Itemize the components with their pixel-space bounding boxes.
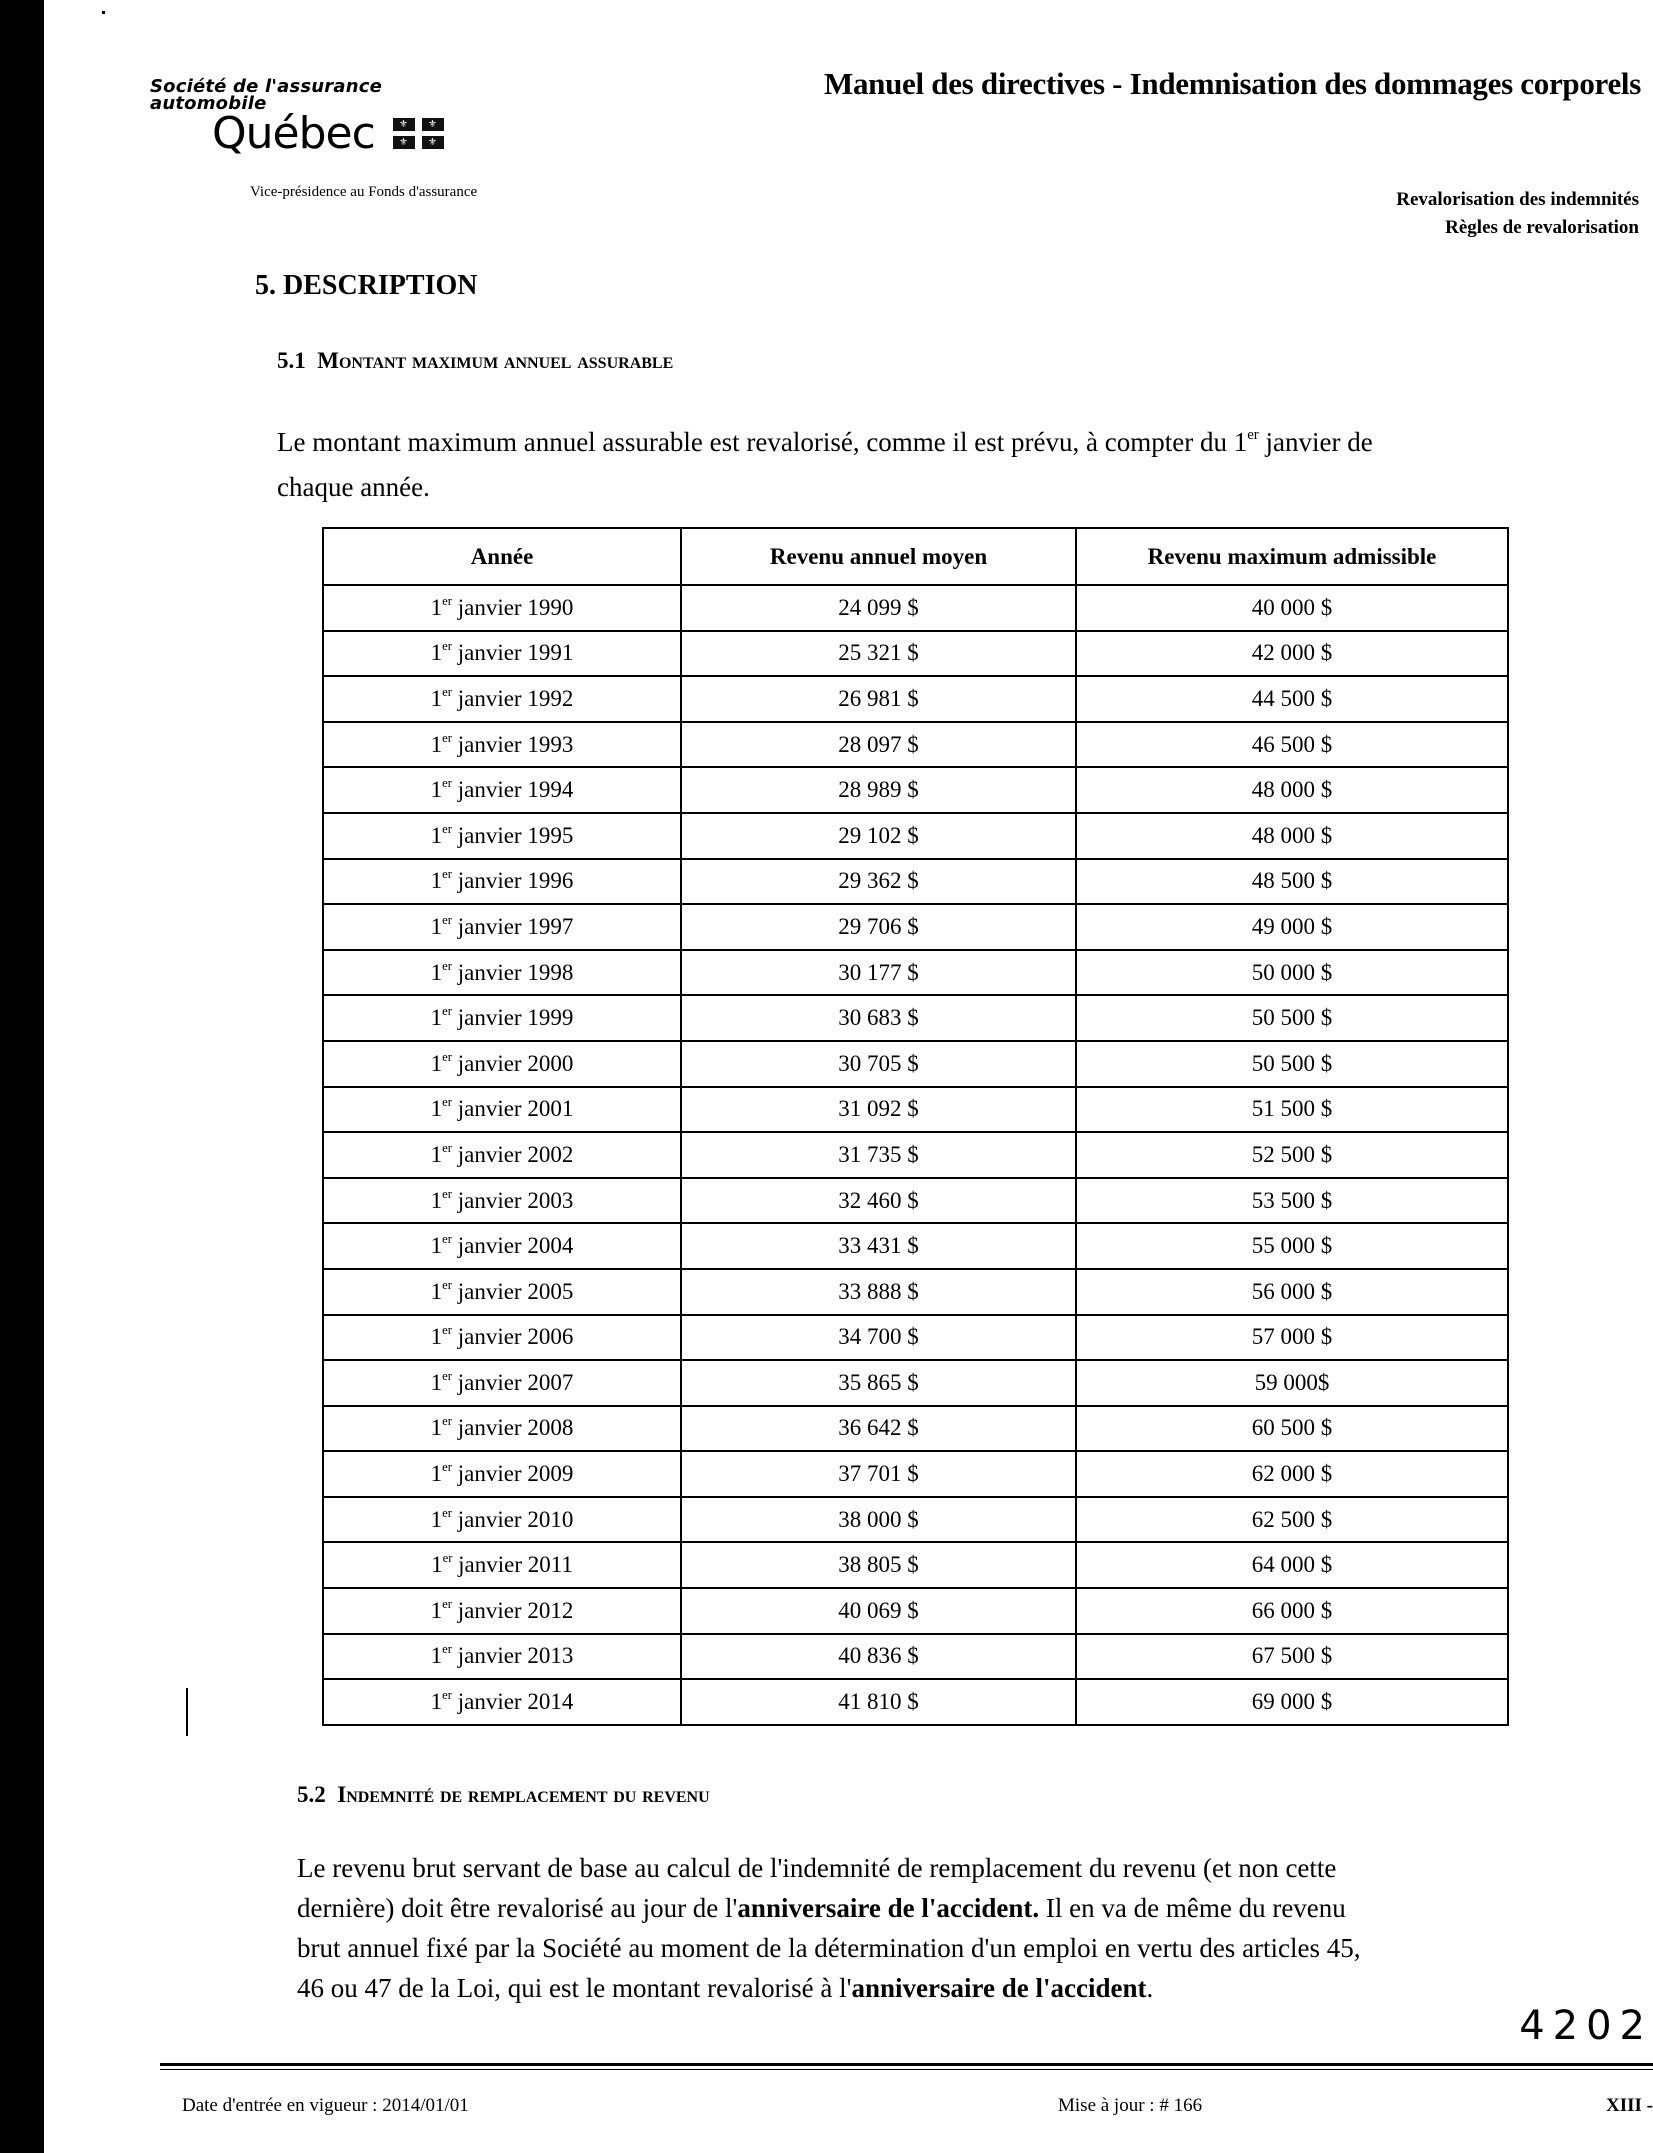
cell-average-income: 38 000 $ xyxy=(681,1497,1076,1543)
cell-max-income: 48 000 $ xyxy=(1076,767,1508,813)
para-text: brut annuel fixé par la Société au moment de la détermination d'un emploi en vertu des articles 45, xyxy=(297,1933,1361,1963)
emphasis: anniversaire de l'accident xyxy=(851,1973,1147,2003)
superscript: er xyxy=(442,593,452,608)
cell-max-income: 48 500 $ xyxy=(1076,859,1508,905)
date-text: janvier 1990 xyxy=(451,594,574,620)
cell-max-income: 50 000 $ xyxy=(1076,950,1508,996)
para-text: Il en va de même du revenu xyxy=(1039,1893,1346,1923)
cell-max-income: 62 500 $ xyxy=(1076,1497,1508,1543)
table-row xyxy=(323,1451,1508,1497)
date-day: 1 xyxy=(430,685,443,711)
date-text: janvier 2005 xyxy=(451,1278,574,1304)
revalorisation-table xyxy=(322,527,1509,1726)
table-row xyxy=(323,1634,1508,1680)
date-text: janvier 2011 xyxy=(452,1552,573,1578)
superscript: er xyxy=(442,1095,452,1110)
cell-year xyxy=(323,1223,681,1269)
cell-average-income: 38 805 $ xyxy=(681,1542,1076,1588)
para-text: dernière) doit être revalorisé au jour de l' xyxy=(297,1893,738,1923)
cell-year xyxy=(323,1588,681,1634)
date-day: 1 xyxy=(430,1597,443,1623)
para-text: Le montant maximum annuel assurable est revalorisé, comme il est prévu, à compter du 1 xyxy=(277,427,1248,457)
table-row xyxy=(323,676,1508,722)
cell-average-income: 28 097 $ xyxy=(681,722,1076,768)
para-text: chaque année. xyxy=(277,472,430,502)
cell-max-income: 69 000 $ xyxy=(1076,1679,1508,1725)
table-row xyxy=(323,1679,1508,1725)
column-header-average-income: Revenu annuel moyen xyxy=(681,528,1076,585)
para-text: . xyxy=(1146,1973,1154,2003)
scan-speck xyxy=(102,11,105,14)
update-number: Mise à jour : # 166 xyxy=(1058,2095,1203,2116)
cell-average-income: 30 177 $ xyxy=(681,950,1076,996)
cell-average-income: 29 102 $ xyxy=(681,813,1076,859)
date-day: 1 xyxy=(430,594,443,620)
cell-average-income: 40 836 $ xyxy=(681,1634,1076,1680)
table-row xyxy=(323,859,1508,905)
table-row xyxy=(323,1542,1508,1588)
cell-year xyxy=(323,859,681,905)
table-row xyxy=(323,722,1508,768)
effective-date: Date d'entrée en vigueur : 2014/01/01 xyxy=(182,2095,469,2116)
table-row xyxy=(323,1588,1508,1634)
division-name: Vice-présidence au Fonds d'assurance xyxy=(250,184,478,200)
paragraph-5-2 xyxy=(297,1848,1647,2008)
section-path-1: Revalorisation des indemnités xyxy=(1396,189,1639,210)
superscript: er xyxy=(442,1140,452,1155)
date-text: janvier 2012 xyxy=(451,1597,574,1623)
table-row xyxy=(323,1132,1508,1178)
cell-max-income: 57 000 $ xyxy=(1076,1315,1508,1361)
cell-year xyxy=(323,631,681,677)
subsection-5-1-heading xyxy=(277,348,673,374)
cell-year xyxy=(323,995,681,1041)
document-title: Manuel des directives - Indemnisation des dommages corporels xyxy=(824,66,1641,101)
heading-number: 5.1 xyxy=(277,348,306,373)
cell-max-income: 59 000$ xyxy=(1076,1360,1508,1406)
date-text: janvier 2014 xyxy=(451,1689,574,1715)
fleur-de-lis-icon xyxy=(422,118,444,131)
cell-year xyxy=(323,1406,681,1452)
date-day: 1 xyxy=(430,777,443,803)
superscript: er xyxy=(442,1368,452,1383)
date-text: janvier 2003 xyxy=(451,1187,574,1213)
cell-max-income: 56 000 $ xyxy=(1076,1269,1508,1315)
date-day: 1 xyxy=(430,1005,443,1031)
table-row xyxy=(323,631,1508,677)
cell-max-income: 64 000 $ xyxy=(1076,1542,1508,1588)
superscript: er xyxy=(442,958,452,973)
table-row xyxy=(323,950,1508,996)
superscript: er xyxy=(442,1277,452,1292)
date-day: 1 xyxy=(430,959,443,985)
revision-bar xyxy=(186,1688,188,1736)
quebec-flag-icon xyxy=(393,118,444,149)
date-text: janvier 1995 xyxy=(451,822,574,848)
superscript: er xyxy=(442,1459,452,1474)
date-text: janvier 1994 xyxy=(451,777,574,803)
cell-year xyxy=(323,1542,681,1588)
superscript: er xyxy=(442,1004,452,1019)
date-day: 1 xyxy=(430,640,443,666)
cell-average-income: 24 099 $ xyxy=(681,585,1076,631)
table-row xyxy=(323,1315,1508,1361)
cell-year xyxy=(323,1315,681,1361)
cell-max-income: 51 500 $ xyxy=(1076,1087,1508,1133)
cell-max-income: 66 000 $ xyxy=(1076,1588,1508,1634)
fleur-de-lis-icon xyxy=(393,118,415,131)
date-day: 1 xyxy=(430,1233,443,1259)
cell-year xyxy=(323,585,681,631)
superscript: er xyxy=(1247,427,1259,444)
date-text: janvier 1992 xyxy=(451,685,574,711)
cell-year xyxy=(323,767,681,813)
cell-max-income: 48 000 $ xyxy=(1076,813,1508,859)
cell-year xyxy=(323,1451,681,1497)
cell-average-income: 30 683 $ xyxy=(681,995,1076,1041)
cell-average-income: 28 989 $ xyxy=(681,767,1076,813)
subsection-5-2-heading xyxy=(297,1782,710,1808)
cell-average-income: 29 706 $ xyxy=(681,904,1076,950)
superscript: er xyxy=(442,912,452,927)
cell-year xyxy=(323,1178,681,1224)
cell-year xyxy=(323,676,681,722)
cell-year xyxy=(323,1087,681,1133)
date-day: 1 xyxy=(430,1187,443,1213)
cell-year xyxy=(323,722,681,768)
page-code: 4202 xyxy=(1519,2003,1653,2049)
heading-text: Montant maximum annuel assurable xyxy=(317,348,674,373)
cell-max-income: 50 500 $ xyxy=(1076,1041,1508,1087)
date-text: janvier 2000 xyxy=(451,1050,574,1076)
date-text: janvier 2001 xyxy=(451,1096,574,1122)
cell-average-income: 32 460 $ xyxy=(681,1178,1076,1224)
footer-rule xyxy=(160,2063,1653,2066)
superscript: er xyxy=(442,776,452,791)
date-text: janvier 1999 xyxy=(451,1005,574,1031)
para-text: Le revenu brut servant de base au calcul de l'indemnité de remplacement du revenu (et non cette xyxy=(297,1853,1337,1883)
cell-year xyxy=(323,950,681,996)
cell-max-income: 42 000 $ xyxy=(1076,631,1508,677)
logo-org-line2: automobile xyxy=(150,93,267,114)
superscript: er xyxy=(442,1642,452,1657)
cell-max-income: 44 500 $ xyxy=(1076,676,1508,722)
cell-average-income: 30 705 $ xyxy=(681,1041,1076,1087)
superscript: er xyxy=(442,821,452,836)
para-text: janvier de xyxy=(1258,427,1373,457)
superscript: er xyxy=(442,1551,453,1566)
date-text: janvier 2002 xyxy=(451,1141,574,1167)
cell-average-income: 31 092 $ xyxy=(681,1087,1076,1133)
superscript: er xyxy=(442,1505,452,1520)
table-row xyxy=(323,1406,1508,1452)
table-row xyxy=(323,813,1508,859)
cell-average-income: 29 362 $ xyxy=(681,859,1076,905)
superscript: er xyxy=(442,1596,452,1611)
footer-rule xyxy=(160,2069,1653,2070)
date-day: 1 xyxy=(430,1506,443,1532)
cell-year xyxy=(323,1269,681,1315)
section-path xyxy=(1396,186,1639,242)
logo-quebec: Québec xyxy=(212,108,375,159)
date-day: 1 xyxy=(430,1643,443,1669)
superscript: er xyxy=(442,867,452,882)
cell-max-income: 40 000 $ xyxy=(1076,585,1508,631)
cell-average-income: 25 321 $ xyxy=(681,631,1076,677)
date-day: 1 xyxy=(430,868,443,894)
table-row xyxy=(323,585,1508,631)
table-row xyxy=(323,1269,1508,1315)
cell-average-income: 34 700 $ xyxy=(681,1315,1076,1361)
fleur-de-lis-icon xyxy=(422,136,444,149)
superscript: er xyxy=(442,1323,452,1338)
table-row xyxy=(323,995,1508,1041)
cell-average-income: 35 865 $ xyxy=(681,1360,1076,1406)
superscript: er xyxy=(442,684,452,699)
cell-max-income: 52 500 $ xyxy=(1076,1132,1508,1178)
logo-org-line1: Société de l'assurance xyxy=(150,76,383,97)
superscript: er xyxy=(442,1186,452,1201)
date-day: 1 xyxy=(430,1324,443,1350)
date-text: janvier 1993 xyxy=(451,731,574,757)
cell-year xyxy=(323,1360,681,1406)
superscript: er xyxy=(442,639,452,654)
date-day: 1 xyxy=(430,913,443,939)
cell-average-income: 37 701 $ xyxy=(681,1451,1076,1497)
cell-max-income: 50 500 $ xyxy=(1076,995,1508,1041)
chapter-number: XIII - xyxy=(1606,2095,1653,2116)
table-row xyxy=(323,1223,1508,1269)
date-text: janvier 2004 xyxy=(451,1233,574,1259)
cell-average-income: 33 431 $ xyxy=(681,1223,1076,1269)
table-row xyxy=(323,1497,1508,1543)
cell-max-income: 49 000 $ xyxy=(1076,904,1508,950)
cell-year xyxy=(323,904,681,950)
cell-average-income: 31 735 $ xyxy=(681,1132,1076,1178)
heading-number: 5.2 xyxy=(297,1782,326,1807)
date-day: 1 xyxy=(430,1278,443,1304)
cell-max-income: 62 000 $ xyxy=(1076,1451,1508,1497)
column-header-year: Année xyxy=(323,528,681,585)
superscript: er xyxy=(442,730,452,745)
cell-average-income: 26 981 $ xyxy=(681,676,1076,722)
date-text: janvier 2008 xyxy=(451,1415,574,1441)
cell-average-income: 36 642 $ xyxy=(681,1406,1076,1452)
table-row xyxy=(323,767,1508,813)
column-header-max-income: Revenu maximum admissible xyxy=(1076,528,1508,585)
table-row xyxy=(323,1041,1508,1087)
date-day: 1 xyxy=(430,1141,443,1167)
cell-max-income: 67 500 $ xyxy=(1076,1634,1508,1680)
date-text: janvier 1998 xyxy=(451,959,574,985)
date-day: 1 xyxy=(430,1461,443,1487)
cell-average-income: 41 810 $ xyxy=(681,1679,1076,1725)
cell-year xyxy=(323,1634,681,1680)
superscript: er xyxy=(442,1687,452,1702)
date-day: 1 xyxy=(430,1369,443,1395)
cell-max-income: 53 500 $ xyxy=(1076,1178,1508,1224)
cell-year xyxy=(323,1041,681,1087)
table-header-row xyxy=(323,528,1508,585)
scan-edge xyxy=(0,0,44,2153)
date-day: 1 xyxy=(430,1415,443,1441)
superscript: er xyxy=(442,1232,452,1246)
table-row xyxy=(323,1360,1508,1406)
superscript: er xyxy=(442,1049,452,1064)
section-heading: 5. DESCRIPTION xyxy=(255,270,478,301)
date-text: janvier 1997 xyxy=(451,913,574,939)
cell-year xyxy=(323,1497,681,1543)
cell-max-income: 55 000 $ xyxy=(1076,1223,1508,1269)
cell-average-income: 33 888 $ xyxy=(681,1269,1076,1315)
saaq-logo xyxy=(150,76,478,200)
emphasis: anniversaire de l'accident. xyxy=(737,1893,1040,1923)
date-text: janvier 2007 xyxy=(451,1369,574,1395)
section-path-2: Règles de revalorisation xyxy=(1445,217,1639,238)
table-row xyxy=(323,1178,1508,1224)
date-text: janvier 2010 xyxy=(451,1506,574,1532)
date-day: 1 xyxy=(430,822,443,848)
table-row xyxy=(323,904,1508,950)
date-text: janvier 1991 xyxy=(451,640,574,666)
date-day: 1 xyxy=(431,1552,443,1578)
cell-year xyxy=(323,1132,681,1178)
date-text: janvier 2013 xyxy=(451,1643,574,1669)
date-text: janvier 2006 xyxy=(451,1324,574,1350)
table-row xyxy=(323,1087,1508,1133)
date-day: 1 xyxy=(430,1689,443,1715)
date-text: janvier 2009 xyxy=(451,1461,574,1487)
date-day: 1 xyxy=(430,1096,443,1122)
cell-year xyxy=(323,1679,681,1725)
date-day: 1 xyxy=(430,731,443,757)
superscript: er xyxy=(442,1414,452,1429)
cell-max-income: 46 500 $ xyxy=(1076,722,1508,768)
cell-year xyxy=(323,813,681,859)
cell-average-income: 40 069 $ xyxy=(681,1588,1076,1634)
paragraph-5-1 xyxy=(277,420,1653,510)
heading-text: Indemnité de remplacement du revenu xyxy=(337,1782,710,1807)
para-text: 46 ou 47 de la Loi, qui est le montant revalorisé à l' xyxy=(297,1973,852,2003)
fleur-de-lis-icon xyxy=(393,136,415,149)
date-text: janvier 1996 xyxy=(451,868,574,894)
date-day: 1 xyxy=(430,1050,443,1076)
cell-max-income: 60 500 $ xyxy=(1076,1406,1508,1452)
